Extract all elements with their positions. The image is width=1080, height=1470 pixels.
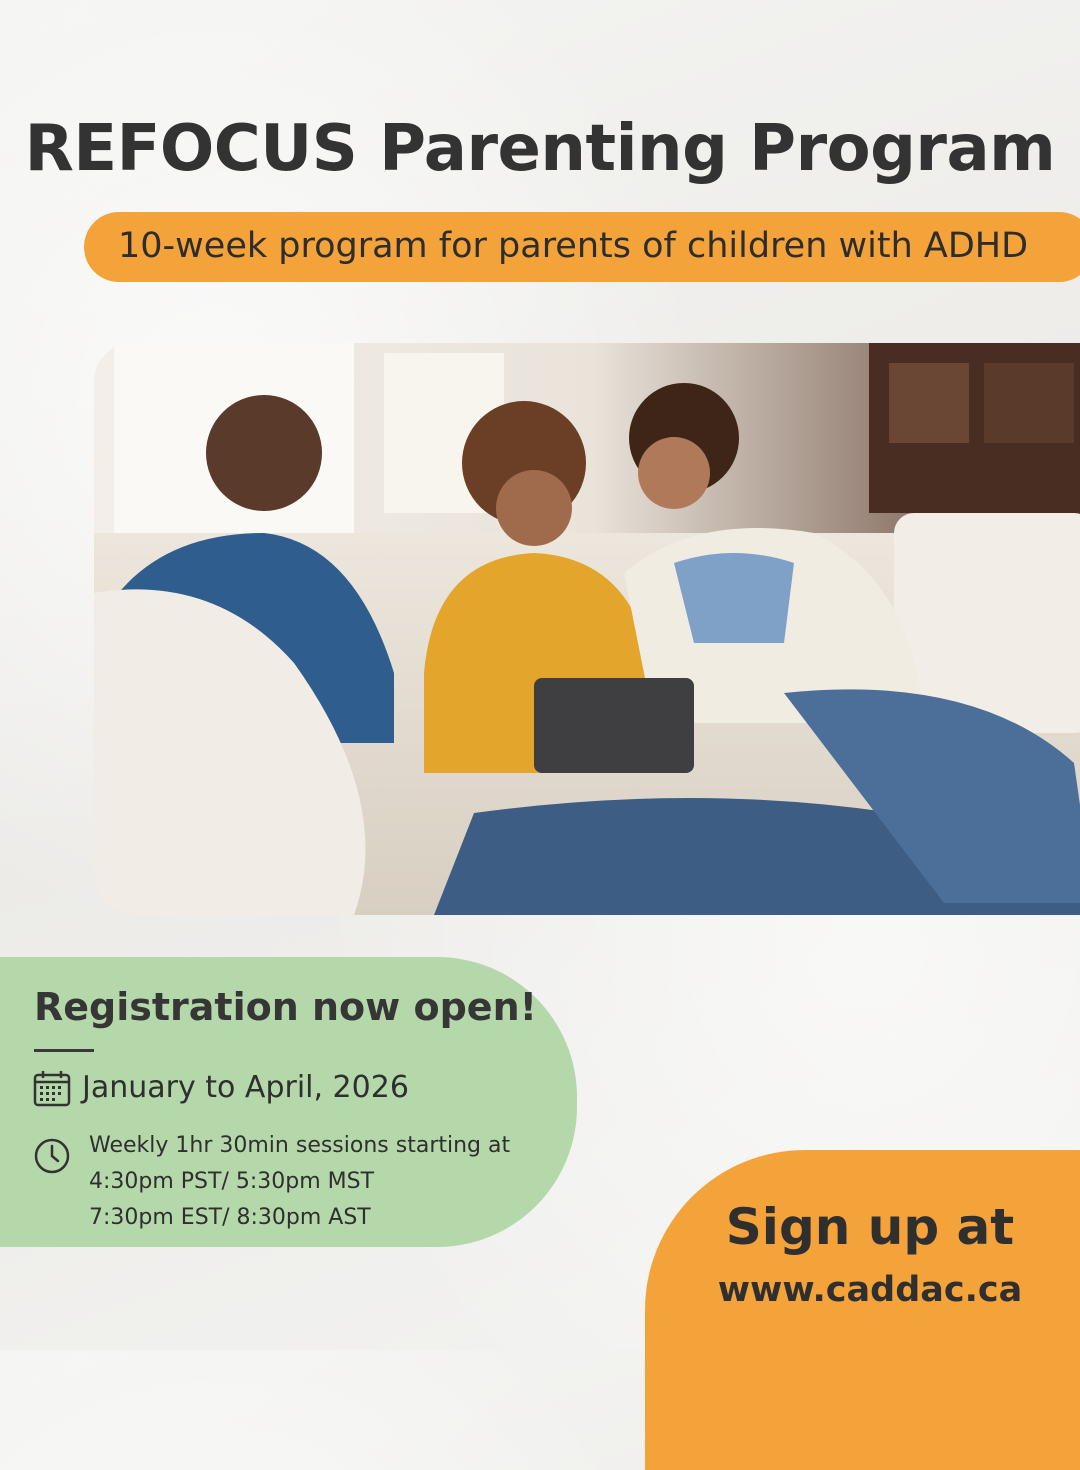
program-subtitle: 10-week program for parents of children with ADHD — [118, 226, 1029, 266]
session-schedule: Weekly 1hr 30min sessions starting at — [89, 1133, 511, 1158]
signup-link[interactable]: www.caddac.ca — [717, 1270, 1023, 1310]
calendar-icon — [33, 1069, 71, 1107]
session-time-east: 7:30pm EST/ 8:30pm AST — [89, 1205, 371, 1230]
divider — [34, 1049, 94, 1052]
signup-heading: Sign up at — [725, 1198, 1015, 1256]
program-dates: January to April, 2026 — [82, 1070, 409, 1105]
clock-icon — [33, 1137, 71, 1175]
session-time-west: 4:30pm PST/ 5:30pm MST — [89, 1169, 375, 1194]
family-photo — [94, 343, 1080, 915]
program-title: REFOCUS Parenting Program — [24, 112, 1056, 186]
registration-title: Registration now open! — [34, 985, 537, 1029]
